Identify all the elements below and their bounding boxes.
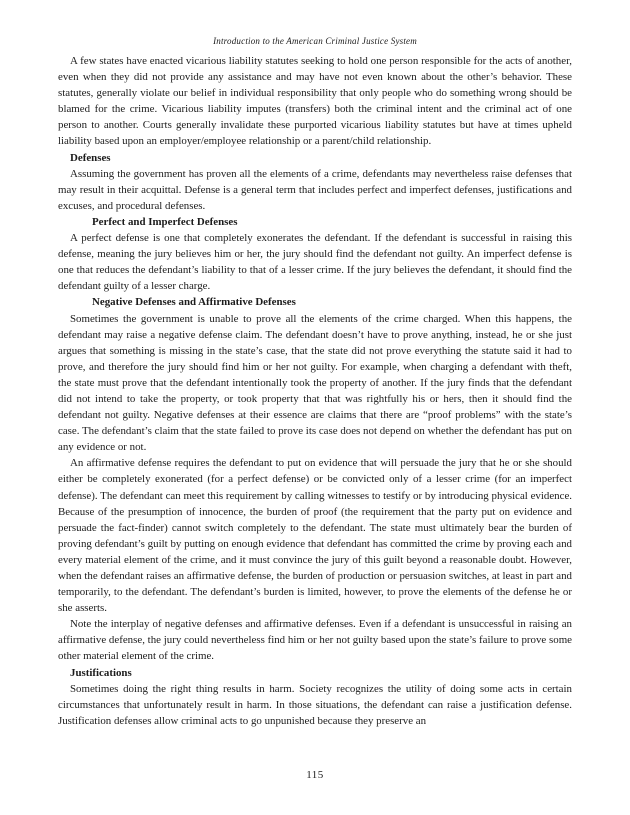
paragraph-vicarious-liability: A few states have enacted vicarious liability statutes seeking to hold one person responsible for the acts of another, even when they did not provide any assistance and may have not even known about the other’s behavior. These statutes, generally violate our belief in individual responsibility that only people who do something wrong should be blamed for the crime. Vicarious liability imputes (transfers) both the criminal intent and the criminal act of one person to another. Courts generally invalidate these purported vicarious liability statutes but have at times upheld liability based upon an employer/employee relationship or a parent/child relationship. [58,55,572,148]
subheading-perfect-imperfect: Perfect and Imperfect Defenses [92,215,238,228]
page-number: 115 [306,769,324,781]
heading-defenses: Defenses [70,151,111,164]
paragraph-perfect-imperfect: A perfect defense is one that completely exonerates the defendant. If the defendant is successful in raising this defense, meaning the jury believes him or her, the jury should find the defendant not guilty. An imperfect defense is one that reduces the defendant’s liability to that of a lesser crime. If the jury believes the defendant, it should find the defendant guilty of a lesser charge. [58,232,572,293]
paragraph-interplay: Note the interplay of negative defenses and affirmative defenses. Even if a defendant is unsuccessful in raising an affirmative defense, the jury could nevertheless find him or her not guilty based upon the state’s failure to prove some other material element of the crime. [58,618,572,663]
paragraph-affirmative-defense: An affirmative defense requires the defendant to put on evidence that will persuade the jury that he or she should either be completely exonerated (for a perfect defense) or be convicted only of a lesser crime (for an imperfect defense). The defendant can meet this requirement by calling witnesses to testify or by introducing physical evidence. Because of the presumption of innocence, the burden of proof (the requirement that the party put on evidence and persuade the fact-finder) cannot switch completely to the defendant. The state must ultimately bear the burden of proving defendant’s guilt by putting on enough evidence that defendant has committed the crime by proving each and every material element of the crime, and it must convince the jury of this guilt beyond a reasonable doubt. However, when the defendant raises an affirmative defense, the burden of production or persuasion switches, at least in part and temporarily, to the defendant. The defendant’s burden is limited, however, to prove the elements of the defense he or she asserts. [58,457,572,615]
subheading-negative-affirmative: Negative Defenses and Affirmative Defenses [92,296,296,309]
paragraph-justifications: Sometimes doing the right thing results in harm. Society recognizes the utility of doing some acts in certain circumstances that unfortunately result in harm. In those situations, the defendant can raise a justification defense. Justification defenses allow criminal acts to go unpunished because they preserve an [58,682,572,727]
page-body [58,53,572,729]
running-head: Introduction to the American Criminal Justice System [213,36,417,46]
paragraph-defenses-intro: Assuming the government has proven all the elements of a crime, defendants may nevertheless raise defenses that may result in their acquittal. Defense is a general term that includes perfect and imperfect defenses, justifications and excuses, and procedural defenses. [58,167,572,212]
paragraph-negative-defenses: Sometimes the government is unable to prove all the elements of the crime charged. When this happens, the defendant may raise a negative defense claim. The defendant doesn’t have to prove anything, instead, he or she just argues that something is missing in the state’s case, that the state did not prove everything the statute said it had to prove, and therefore the jury should find him or her not guilty. For example, when charging a defendant with theft, the state must prove that the defendant intentionally took the property of another. If the jury finds that the defendant did not intend to take the property, or took property that that was rightfully his or hers, then it should find the defendant not guilty. Negative defenses at their essence are claims that there are “proof problems” with the state’s case. The defendant’s claim that the state failed to prove its case does not depend on whether the defendant has put on any evidence or not. [58,312,572,454]
heading-justifications: Justifications [70,666,132,679]
